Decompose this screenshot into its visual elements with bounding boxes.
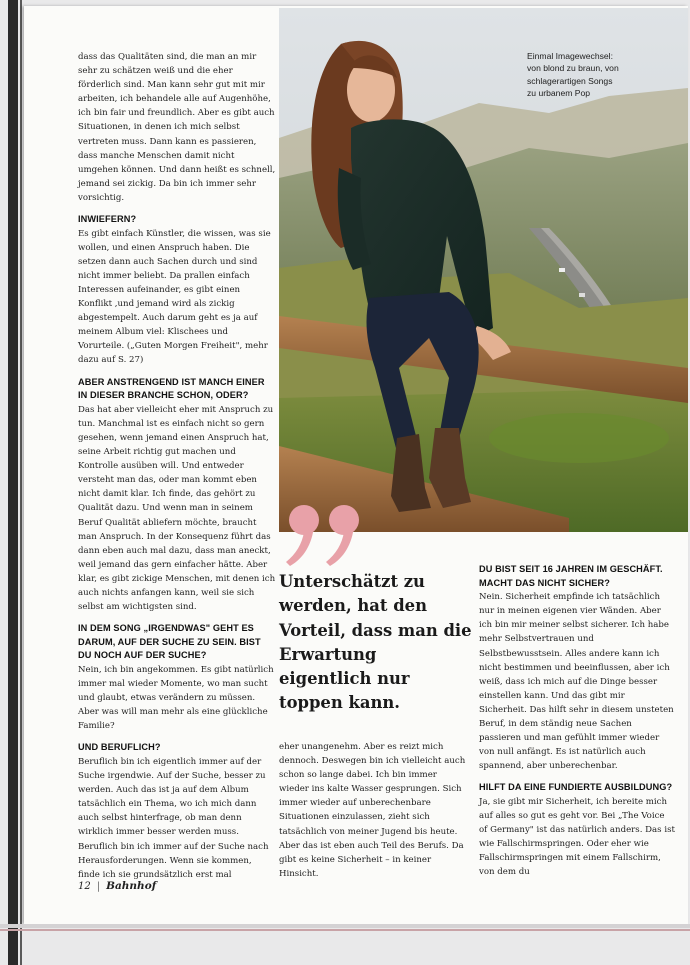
paragraph: Es gibt einfach Künstler, die wissen, was sie wollen, und einen Anspruch haben. Die setzen dann auch Sachen durch und sind nicht immer beliebt. Da prallen einfach Interessen aufeinander, es gibt einen Konflikt ,und jemand wird als zickig abgestempelt. Auch darum geht es ja auf meinem Album viel: Klischees und Vorurteile. („Guten Morgen Freiheit", mehr dazu auf S. 27) (78, 228, 271, 366)
question-heading: DU BIST SEIT 16 JAHREN IM GESCHÄFT. MACHT DAS NICHT SICHER? (479, 564, 663, 588)
pull-quote: Unterschätzt zu werden, hat den Vorteil, dass man die Erwartung eigentlich nur toppen kann. (279, 572, 472, 713)
page-number: 12 (78, 881, 91, 892)
paragraph: eher unangenehm. Aber es reizt mich dennoch. Deswegen bin ich vielleicht auch schon so lange dabei. Ich bin immer wieder ins kalte Wasser gesprungen. Sich immer wieder auf unberechenbare Situationen einzulassen, zieht sich tatsächlich von meiner Jugend bis heute. Aber das ist eben auch Teil des Berufs. Da gibt es keine Sicherheit – in keiner Hinsicht. (279, 742, 466, 879)
caption-line: schlagerartigen Songs (527, 75, 613, 86)
paragraph: dass das Qualitäten sind, die man an mir sehr zu schätzen weiß und die eher förderlich sind. Man kann sehr gut mit mir arbeiten, ich behandele alle auf Augenhöhe, ich bin fair und freundlich. Aber es gibt auch Situationen, in denen ich mich selbst vertreten muss. Dann kann es passieren, dass manche Menschen damit nicht umgehen können. Und dann heißt es schnell, jemand sei zickig. Da bin ich immer sehr vorsichtig. (78, 52, 276, 203)
paragraph: Nein, ich bin angekommen. Es gibt natürlich immer mal wieder Momente, wo man sucht und glaubt, etwas verändern zu müssen. Aber was will man mehr als eine glückliche Familie? (78, 664, 274, 732)
question-heading: HILFT DA EINE FUNDIERTE AUSBILDUNG? (479, 782, 673, 793)
caption-line: Einmal Imagewechsel: (527, 51, 613, 61)
photo-caption (527, 50, 677, 99)
paragraph: Nein. Sicherheit empfinde ich tatsächlich nur in meinen eigenen vier Wänden. Aber ich bin mir meiner selbst sicherer. Ich habe mehr Selbstvertrauen und Selbstbewusstsein. Alles andere kann ich nicht bestimmen und beeinflussen, aber ich weiß, dass ich mich auf die Dinge besser einstellen kann. Und das gibt mir Sicherheit. Das hilft sehr in diesem unsteten Beruf, in dem ständig neue Sachen passieren und man gefühlt immer wieder von null anfängt. Es ist natürlich auch spannend, aber unberechenbar. (479, 592, 674, 772)
question-heading: IN DEM SONG „IRGENDWAS" GEHT ES DARUM, AUF DER SUCHE ZU SEIN. BIST DU NOCH AUF DER SUCHE? (78, 623, 261, 661)
left-column (78, 50, 276, 890)
paragraph: Beruflich bin ich eigentlich immer auf der Suche irgendwie. Auf der Suche, besser zu werden. Auch das ist ja auf dem Album tatsächlich ein Thema, wo ich mich dann auch selbst hinterfrage, ob man denn wirklich immer besser werden muss. Beruflich bin ich immer auf der Suche nach Herausforderungen. Wenn sie kommen, finde ich sie grundsätzlich erst mal (78, 757, 269, 880)
question-heading: INWIEFERN? (78, 214, 137, 225)
paragraph: Das hat aber vielleicht eher mit Anspruch zu tun. Manchmal ist es einfach nicht so gern gesehen, wenn jemand einen Anspruch hat, seine Arbeit richtig gut machen und Kontrolle ausüben will. Und entweder versteht man das, oder man kommt eben nicht damit klar. Ich finde, das gehört zu Qualität dazu. Und wenn man in seinem Beruf Qualität abliefern möchte, braucht man Anspruch. In der Konsequenz führt das dann eben auch mal dazu, dass man aneckt, weil jemand das gern einfacher hätte. Aber klar, es gibt zickige Menschen, mit denen ich auch nichts anfangen kann, weil sie sich selbst am wichtigsten sind. (78, 404, 276, 613)
question-heading: ABER ANSTRENGEND IST MANCH EINER IN DIESER BRANCHE SCHON, ODER? (78, 376, 265, 401)
bottom-stripe (0, 924, 690, 928)
middle-column (279, 740, 469, 889)
caption-line: von blond zu braun, von (527, 63, 619, 74)
footer-separator: | (96, 881, 101, 892)
bottom-accent-stripe (0, 929, 690, 931)
right-column (479, 563, 675, 888)
binding-line (20, 0, 22, 965)
paragraph: Ja, sie gibt mir Sicherheit, ich bereite mich auf alles so gut es geht vor. Bei „The Voice of Germany" ist das natürlich anders. Das ist wie Fallschirmspringen. Oder eher wie Fallschirmspringen mit einem Fallschirm, von dem du (479, 797, 675, 878)
page-footer (78, 880, 156, 892)
question-heading: UND BERUFLICH? (78, 742, 161, 753)
caption-line: zu urbanem Pop (527, 87, 591, 98)
quote-marks-icon (282, 502, 372, 572)
magazine-logo: Bahnhof (106, 880, 157, 892)
binding-shadow (8, 0, 18, 965)
